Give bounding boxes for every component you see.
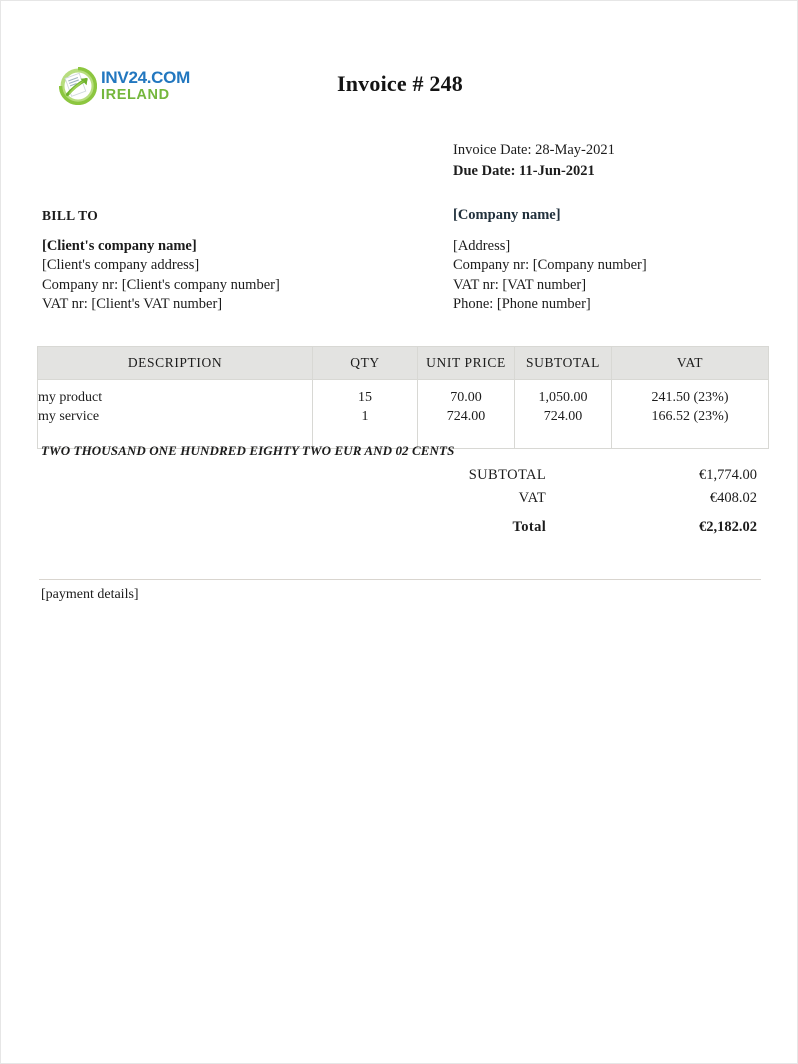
item-subtotal: 1,050.00 [538, 390, 588, 405]
company-phone: Phone: [Phone number] [453, 296, 591, 312]
page-title: Invoice # 248 [336, 71, 464, 96]
due-date: Due Date: 11-Jun-2021 [453, 163, 595, 179]
totals-row-vat [401, 490, 759, 513]
line-items-body [38, 380, 769, 449]
company-vat-number: VAT nr: [VAT number] [453, 276, 587, 293]
item-subtotal: 724.00 [543, 409, 583, 424]
item-description: my service [38, 409, 100, 424]
totals-row-total [401, 519, 759, 542]
cell-unit-price [418, 380, 515, 449]
invoice-header [1, 1, 798, 121]
company-address: [Address] [453, 237, 511, 254]
line-items-table [37, 346, 769, 449]
subtotal-label: SUBTOTAL [468, 467, 547, 483]
column-header-description: DESCRIPTION [38, 347, 313, 380]
column-header-qty: QTY [313, 347, 418, 380]
bill-to-label: BILL TO [42, 208, 99, 223]
item-unit-price: 70.00 [450, 390, 482, 405]
seller-company-block [453, 206, 647, 315]
totals-block [401, 467, 759, 542]
client-company-number: Company nr: [Client's company number] [42, 276, 280, 293]
payment-details: [payment details] [41, 587, 139, 602]
cell-subtotal [515, 380, 612, 449]
item-vat: 166.52 (23%) [651, 409, 729, 424]
column-header-vat: VAT [612, 347, 769, 380]
bill-to-block [42, 206, 280, 315]
column-header-unit-price: UNIT PRICE [418, 347, 515, 380]
brand-name-bottom: IRELAND [101, 87, 170, 104]
client-company-name: [Client's company name] [42, 237, 197, 254]
item-qty: 15 [358, 390, 372, 405]
item-description: my product [38, 390, 103, 405]
column-header-subtotal: SUBTOTAL [515, 347, 612, 380]
table-row [38, 380, 769, 449]
company-number: Company nr: [Company number] [453, 257, 647, 273]
footer-divider [39, 579, 761, 580]
total-value: €2,182.02 [699, 519, 757, 535]
cell-description [38, 380, 313, 449]
vat-label: VAT [518, 490, 547, 506]
cell-vat [612, 380, 769, 449]
subtotal-value: €1,774.00 [699, 467, 757, 483]
item-unit-price: 724.00 [446, 409, 486, 424]
totals-row-subtotal [401, 467, 759, 490]
invoice-date: Invoice Date: 28-May-2021 [453, 142, 615, 158]
total-label: Total [512, 519, 547, 535]
client-company-address: [Client's company address] [42, 257, 200, 273]
cell-qty [313, 380, 418, 449]
brand-name-top: INV24.COM [101, 68, 190, 88]
item-qty: 1 [361, 409, 369, 424]
company-name: [Company name] [453, 207, 561, 223]
invoice-dates [453, 140, 615, 182]
client-vat-number: VAT nr: [Client's VAT number] [42, 296, 223, 312]
vat-value: €408.02 [709, 490, 757, 506]
amount-in-words: TWO THOUSAND ONE HUNDRED EIGHTY TWO EUR AND 02 CENTS [41, 443, 455, 458]
line-items-header [38, 347, 769, 380]
item-vat: 241.50 (23%) [651, 390, 729, 405]
table-header-row [38, 347, 769, 380]
